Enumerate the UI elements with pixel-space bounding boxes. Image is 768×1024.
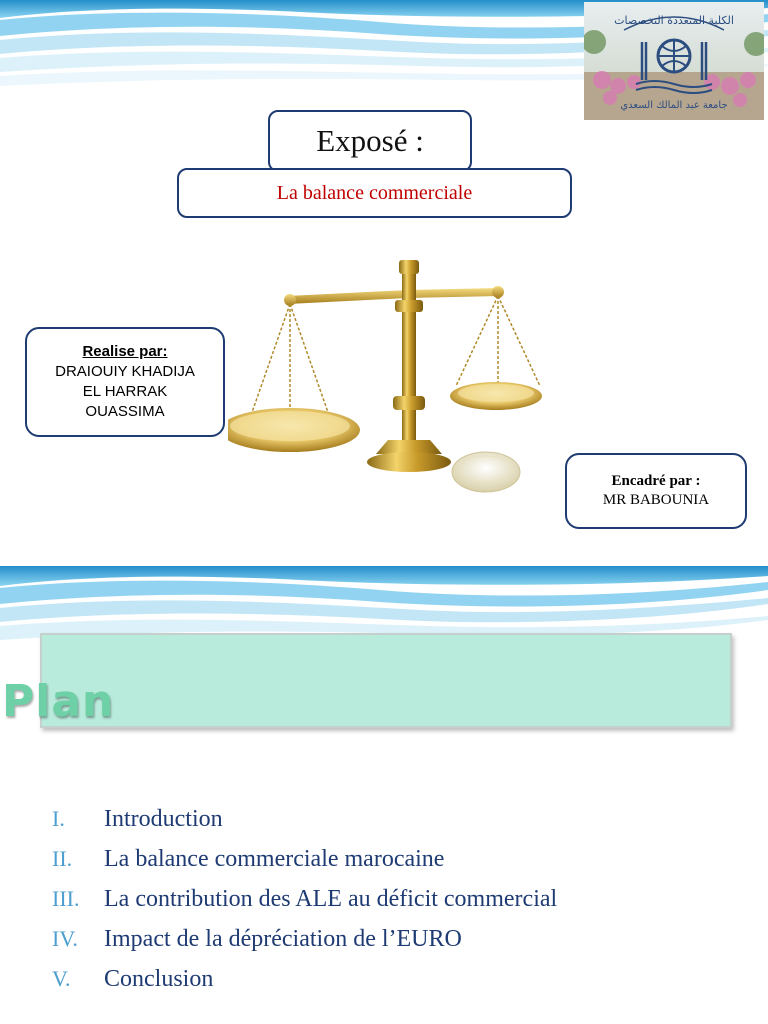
- authors-box: [25, 327, 225, 437]
- outline-number: II.: [52, 846, 73, 871]
- logo-text-bottom: جامعة عبد المالك السعدي: [620, 100, 728, 111]
- outline-text: Conclusion: [104, 966, 214, 992]
- outline-number: I.: [52, 806, 65, 831]
- plan-title: Plan: [2, 676, 115, 727]
- outline-text: Introduction: [104, 806, 223, 832]
- outline-text: La contribution des ALE au déficit commercial: [104, 886, 558, 912]
- subject-box: [177, 168, 572, 218]
- supervisor-box: [565, 453, 747, 529]
- expose-title-box: [268, 110, 472, 172]
- outline-number: III.: [52, 886, 80, 911]
- author-name-line: EL HARRAK: [82, 383, 168, 400]
- supervisor-name: MR BABOUNIA: [602, 492, 710, 508]
- university-logo: [584, 2, 764, 120]
- balance-scale-illustration: [228, 240, 558, 498]
- logo-text-top: الكلية المتعددة التخصصات: [614, 14, 734, 27]
- author-name-line: OUASSIMA: [85, 403, 165, 420]
- plan-slide: [0, 566, 768, 1024]
- authors-heading: Realise par:: [82, 343, 168, 360]
- subject-title: La balance commerciale: [276, 181, 473, 204]
- author-name-line: DRAIOUIY KHADIJA: [55, 363, 195, 380]
- supervisor-heading: Encadré par :: [611, 473, 701, 489]
- outline-number: V.: [52, 966, 71, 991]
- plan-title-banner: [40, 633, 732, 728]
- expose-title: Exposé :: [316, 123, 424, 158]
- outline-number: IV.: [52, 926, 78, 951]
- outline-text: Impact de la dépréciation de l’EURO: [104, 926, 462, 952]
- outline-text: La balance commerciale marocaine: [104, 846, 445, 872]
